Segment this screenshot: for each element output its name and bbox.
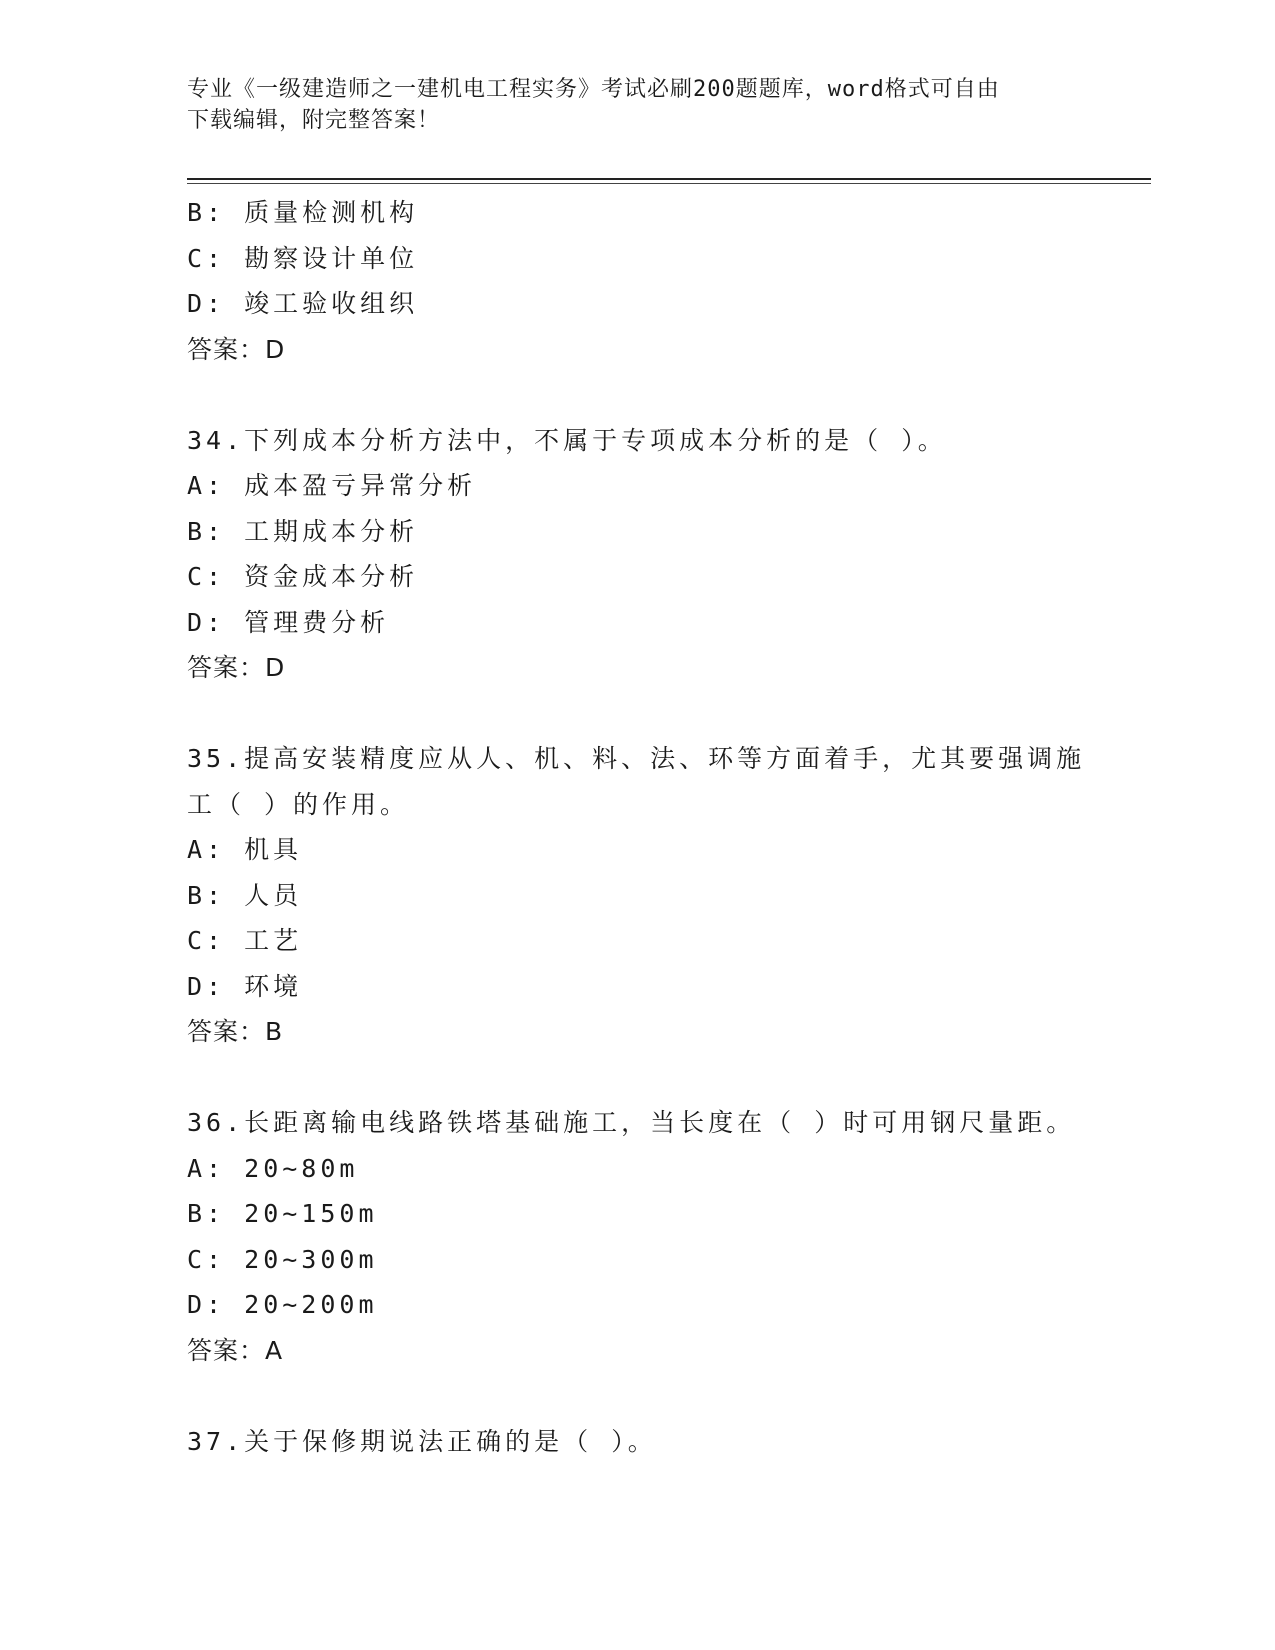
q34-option-a: A: 成本盈亏异常分析 (187, 471, 477, 500)
q34-stem: 34.下列成本分析方法中，不属于专项成本分析的是（ ）。 (187, 425, 947, 455)
q33-answer: 答案：D (187, 334, 286, 364)
q33-option-d: D: 竣工验收组织 (187, 289, 419, 318)
spacer (187, 372, 1087, 418)
q36-answer: 答案：A (187, 1335, 284, 1365)
q36-option-c: C: 20~300m (187, 1244, 378, 1274)
q35-option-d: D: 环境 (187, 971, 303, 1001)
question-37 (187, 1419, 1087, 1465)
q34-option-b: B: 工期成本分析 (187, 516, 419, 546)
spacer (187, 691, 1087, 737)
header-divider-thin (187, 183, 1151, 184)
q33-option-b: B: 质量检测机构 (187, 198, 419, 227)
q36-option-d: D: 20~200m (187, 1290, 378, 1319)
q36-stem: 36.长距离输电线路铁塔基础施工，当长度在（ ）时可用钢尺量距。 (187, 1108, 1076, 1137)
header-line-2: 下载编辑，附完整答案！ (187, 108, 441, 133)
q35-option-b: B: 人员 (187, 880, 303, 910)
document-header (187, 74, 1087, 136)
q35-answer: 答案：B (187, 1017, 284, 1046)
q34-option-c: C: 资金成本分析 (187, 562, 419, 591)
question-35 (187, 736, 1087, 1055)
spacer (187, 1055, 1087, 1101)
header-divider-thick (187, 178, 1151, 180)
q35-option-a: A: 机具 (187, 835, 303, 864)
question-34 (187, 418, 1087, 691)
question-36 (187, 1100, 1087, 1373)
q35-stem-line-2: 工（ ）的作用。 (187, 789, 410, 819)
q33-option-c: C: 勘察设计单位 (187, 243, 419, 273)
spacer (187, 1373, 1087, 1419)
question-list (187, 190, 1087, 1464)
q37-stem: 37.关于保修期说法正确的是（ ）。 (187, 1426, 657, 1456)
q35-option-c: C: 工艺 (187, 926, 303, 955)
q35-stem-line-1: 35.提高安装精度应从人、机、料、法、环等方面着手，尤其要强调施 (187, 744, 1086, 773)
q36-option-b: B: 20~150m (187, 1199, 378, 1228)
q34-answer: 答案：D (187, 653, 286, 682)
question-33 (187, 190, 1087, 372)
q34-option-d: D: 管理费分析 (187, 607, 390, 637)
q36-option-a: A: 20~80m (187, 1153, 359, 1183)
header-line-1: 专业《一级建造师之一建机电工程实务》考试必刷200题题库，word格式可自由 (187, 77, 1000, 102)
